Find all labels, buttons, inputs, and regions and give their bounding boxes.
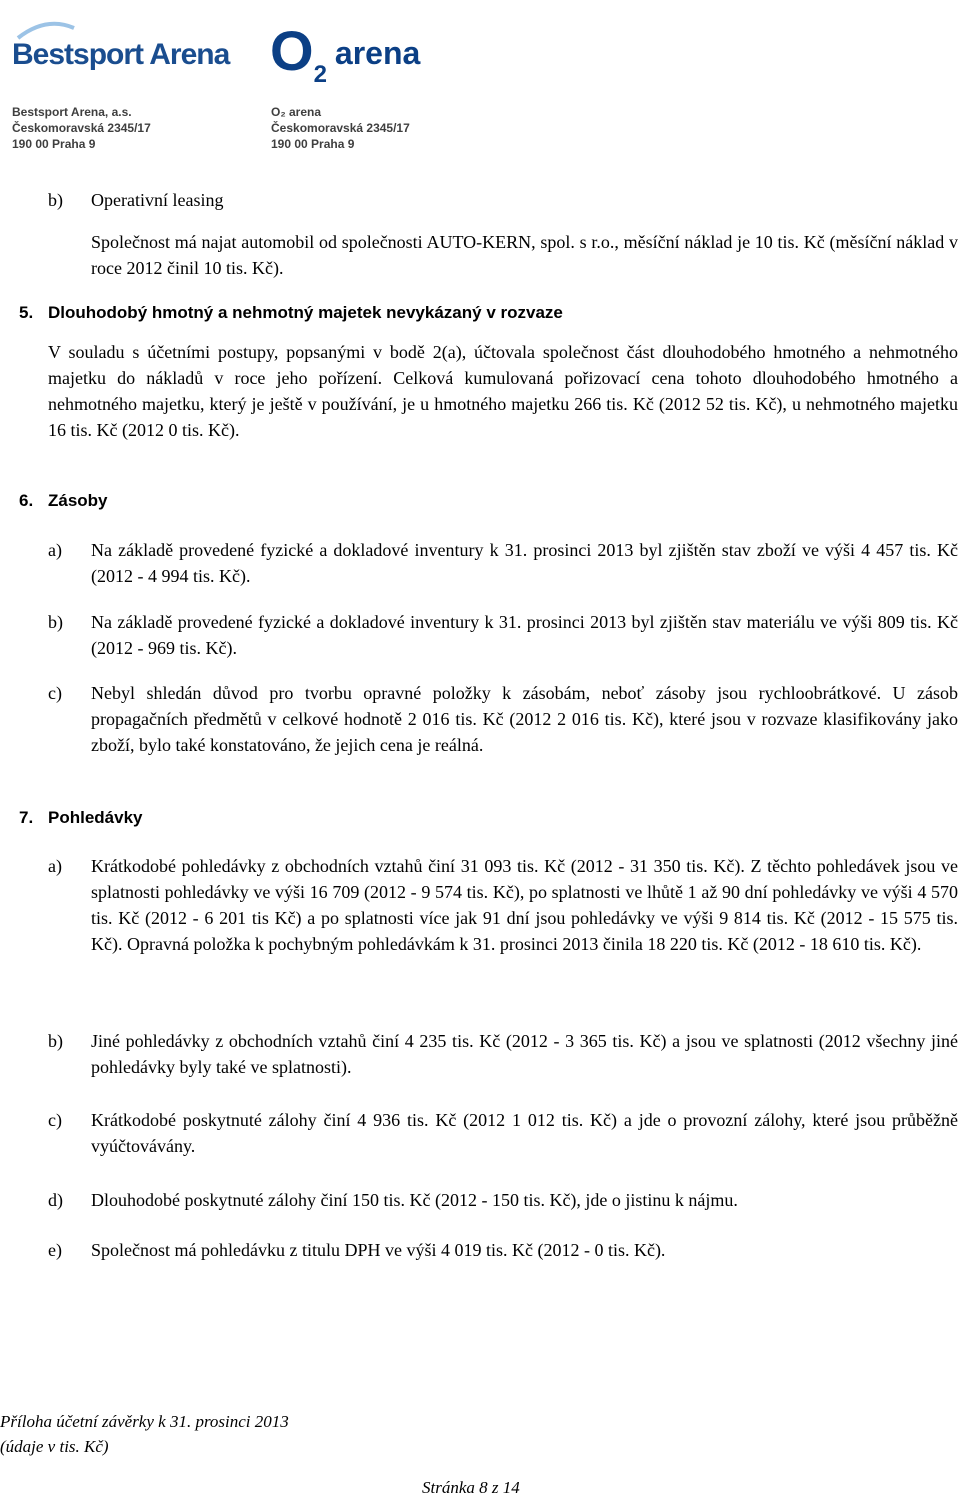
address-left: Bestsport Arena, a.s. Českomoravská 2345/17 190 00 Praha 9 [12,105,151,151]
item-label: c) [48,683,62,703]
section-5-number: 5. [19,303,34,322]
section-7-title: Pohledávky [48,808,143,827]
section-7-item-d: Dlouhodobé poskytnuté zálohy činí 150 tis. Kč (2012 - 150 tis. Kč), jde o jistinu k nájmu. [91,1190,738,1210]
footer-title: Příloha účetní závěrky k 31. prosinci 2013 [0,1412,289,1431]
section-6-item-b: Na základě provedené fyzické a dokladové inventury k 31. prosinci 2013 byl zjištěn stav materiálu ve výši 809 tis. Kč (2012 - 969 tis. Kč). [91,612,958,658]
page-number: Stránka 8 z 14 [422,1478,520,1497]
section-6-title: Zásoby [48,491,108,510]
section-5-text: V souladu s účetními postupy, popsanými v bodě 2(a), účtovala společnost část dlouhodobého hmotného a nehmotného majetku do nákladů v roce jeho pořízení. Celková kumulovaná pořizovací cena tohoto dlouhodobého hmotného a nehmotného majetku, který je ještě v používání, je u hmotného majetku 266 tis. Kč (2012 52 tis. Kč), u nehmotného majetku 16 tis. Kč (2012 0 tis. Kč). [48,342,958,440]
section-7-item-a: Krátkodobé pohledávky z obchodních vztahů činí 31 093 tis. Kč (2012 - 31 350 tis. Kč). Z těchto pohledávek jsou ve splatnosti pohledávky ve výši 16 709 (2012 - 9 574 tis. Kč), po splatnosti ve lhůtě 1 až 90 dní pohledávky ve výši 4 570 tis. Kč (2012 - 6 201 tis Kč) a po splatnosti více jak 91 dní jsou pohledávky ve výši 9 814 tis. Kč (2012 - 15 575 tis. Kč). Opravná položka k pochybným pohledávkám k 31. prosinci 2013 činila 18 220 tis. Kč (2012 - 18 610 tis. Kč). [91,856,958,954]
item-label: a) [48,540,62,560]
section-7-number: 7. [19,808,34,827]
item-label: e) [48,1240,62,1260]
section-7-item-c: Krátkodobé poskytnuté zálohy činí 4 936 tis. Kč (2012 1 012 tis. Kč) a jde o provozní zálohy, které jsou průběžně vyúčtovávány. [91,1110,958,1156]
section-b-text: Společnost má najat automobil od společnosti AUTO-KERN, spol. s r.o., měsíční náklad je 10 tis. Kč (měsíční náklad v roce 2012 činil 10 tis. Kč). [91,232,958,278]
section-b-title: Operativní leasing [91,190,224,210]
section-6-number: 6. [19,491,34,510]
item-label: b) [48,612,63,632]
section-6-item-a: Na základě provedené fyzické a dokladové inventury k 31. prosinci 2013 byl zjištěn stav zboží ve výši 4 457 tis. Kč (2012 - 4 994 tis. Kč). [91,540,958,586]
section-6-item-c: Nebyl shledán důvod pro tvorbu opravné položky k zásobám, neboť zásoby jsou rychloobrátkové. U zásob propagačních předmětů v celkové hodnotě 2 016 tis. Kč (2012 2 016 tis. Kč), které jsou v rozvaze klasifikovány jako zboží, bylo také konstatováno, že jejich cena je reálná. [91,683,958,755]
bestsport-arena-logo [12,38,229,72]
footer-units: (údaje v tis. Kč) [0,1437,109,1456]
section-5-title: Dlouhodobý hmotný a nehmotný majetek nevykázaný v rozvaze [48,303,563,322]
item-label: d) [48,1190,63,1210]
item-label: c) [48,1110,62,1130]
bestsport-logo-text: Bestsport Arena [12,38,230,71]
address-right: O₂ arena Českomoravská 2345/17 190 00 Praha 9 [271,105,410,151]
swoosh-icon [16,20,76,42]
section-7-item-b: Jiné pohledávky z obchodních vztahů činí 4 235 tis. Kč (2012 - 3 365 tis. Kč) a jsou ve splatnosti (2012 všechny jiné pohledávky byly také ve splatnosti). [91,1031,958,1077]
item-label: a) [48,856,62,876]
item-label: b) [48,190,63,210]
item-label: b) [48,1031,63,1051]
section-7-item-e: Společnost má pohledávku z titulu DPH ve výši 4 019 tis. Kč (2012 - 0 tis. Kč). [91,1240,666,1260]
o2-arena-logo: O2arena [270,19,421,88]
